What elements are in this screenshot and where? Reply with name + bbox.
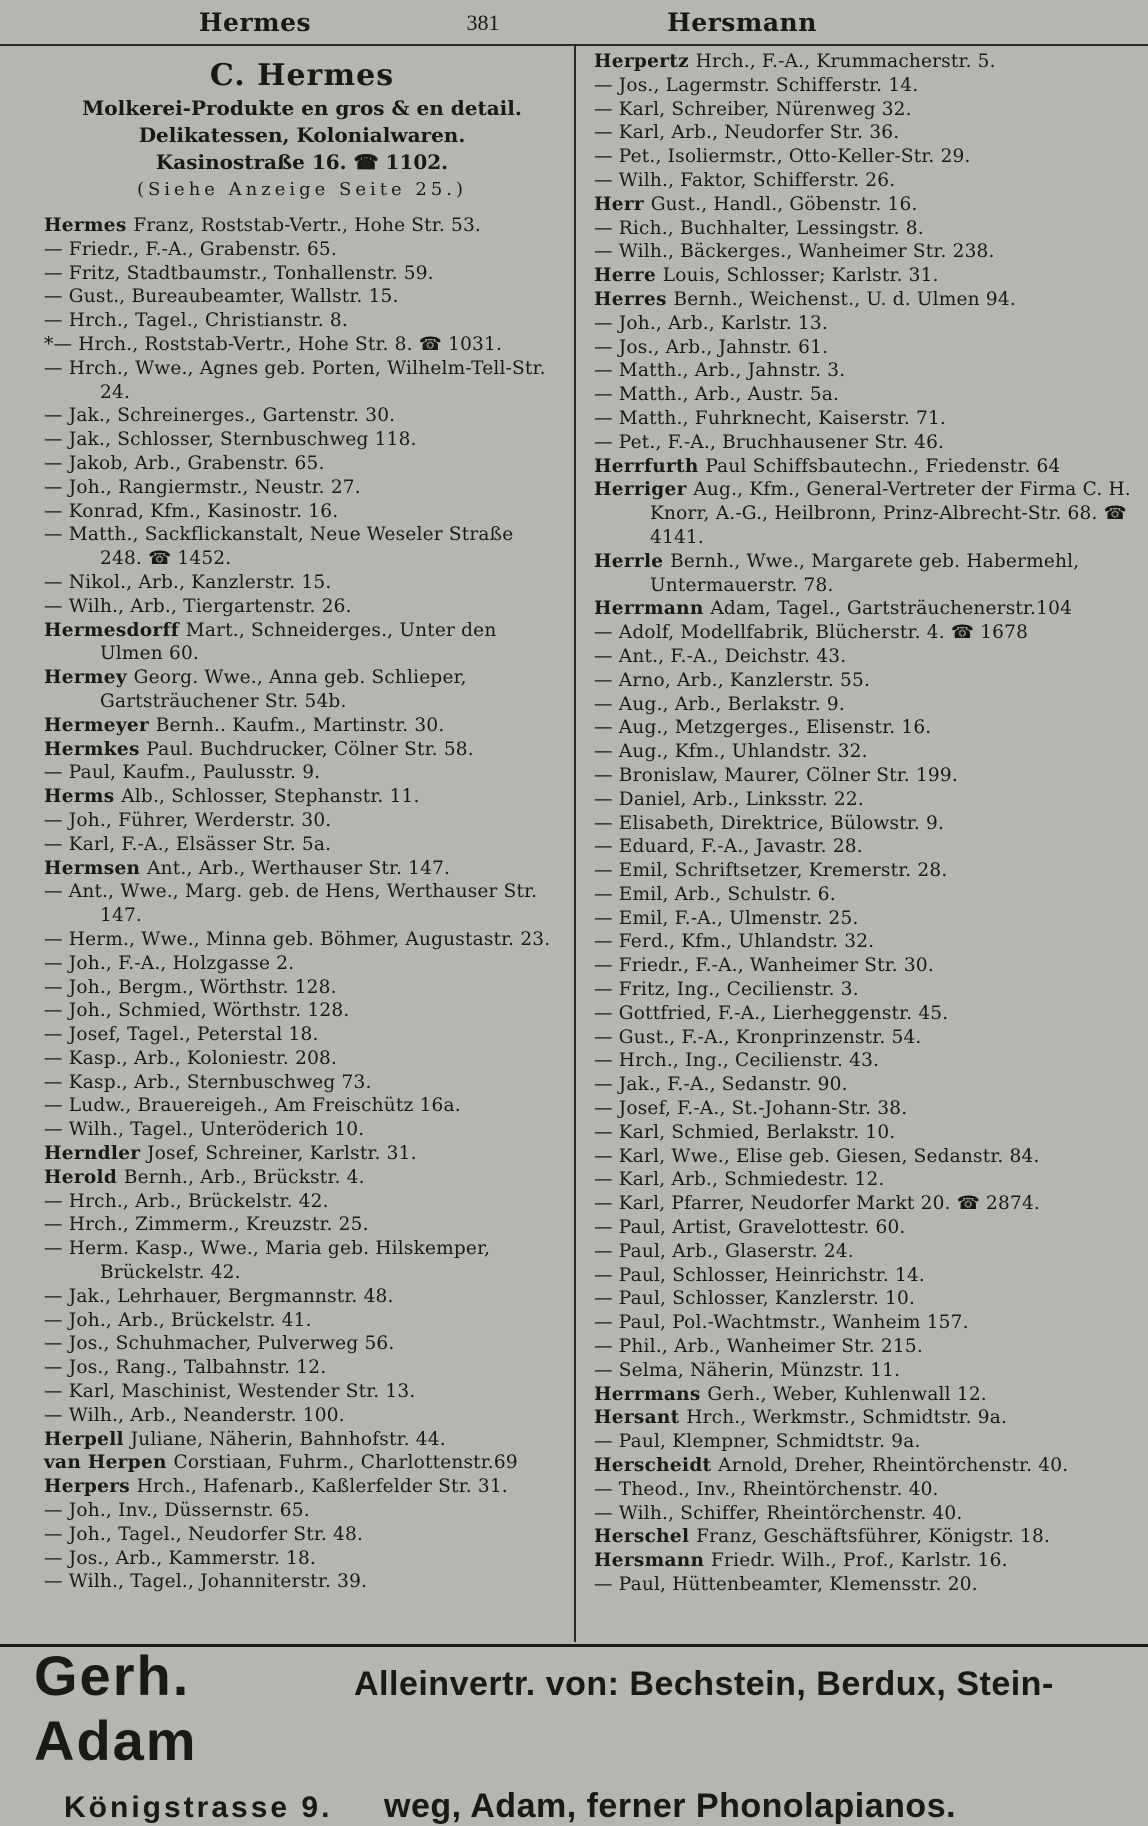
directory-entry: — Fritz, Stadtbaumstr., Tonhallenstr. 59. xyxy=(44,262,434,284)
directory-entry: Herrfurth Paul Schiffsbautechn., Friedenstr. 64 xyxy=(594,455,1061,477)
directory-entry: — Paul, Schlosser, Kanzlerstr. 10. xyxy=(594,1288,916,1310)
page-header xyxy=(0,0,1148,46)
directory-entry: — Wilh., Faktor, Schifferstr. 26. xyxy=(594,169,896,191)
directory-entry: — Aug., Arb., Berlakstr. 9. xyxy=(594,693,845,715)
directory-entry: Herms Alb., Schlosser, Stephanstr. 11. xyxy=(44,786,420,808)
directory-entry: — Wilh., Tagel., Johanniterstr. 39. xyxy=(44,1571,368,1593)
directory-entry: — Emil, Arb., Schulstr. 6. xyxy=(594,883,836,905)
directory-entry: — Joh., Bergm., Wörthstr. 128. xyxy=(44,976,337,998)
directory-entry: Herpell Juliane, Näherin, Bahnhofstr. 44. xyxy=(44,1428,446,1450)
directory-entry: — Jakob, Arb., Grabenstr. 65. xyxy=(44,452,325,474)
directory-entry: — Emil, F.-A., Ulmenstr. 25. xyxy=(594,907,859,929)
directory-entry: Hermey Georg. Wwe., Anna geb. Schlieper, Gartsträuchener Str. 54b. xyxy=(44,667,467,712)
directory-entry: — Selma, Näherin, Münzstr. 11. xyxy=(594,1359,901,1381)
directory-entry: — Joh., Tagel., Neudorfer Str. 48. xyxy=(44,1523,364,1545)
directory-entry: — Hrch., Arb., Brückelstr. 42. xyxy=(44,1190,329,1212)
directory-entry: — Paul, Kaufm., Paulusstr. 9. xyxy=(44,762,321,784)
directory-entry: — Aug., Kfm., Uhlandstr. 32. xyxy=(594,741,868,763)
directory-entry: Herr Gust., Handl., Göbenstr. 16. xyxy=(594,193,918,215)
directory-entry: — Arno, Arb., Kanzlerstr. 55. xyxy=(594,669,871,691)
directory-entry: — Friedr., F.-A., Wanheimer Str. 30. xyxy=(594,955,934,977)
directory-entry: Herriger Aug., Kfm., General-Vertreter der Firma C. H. Knorr, A.-G., Heilbronn, Prinz-Albrecht-Str. 68. ☎ 4141. xyxy=(594,479,1131,548)
ad-line: Molkerei-Produkte en gros & en detail. xyxy=(82,96,522,120)
directory-entry: — Paul, Hüttenbeamter, Klemensstr. 20. xyxy=(594,1574,978,1595)
column-left xyxy=(0,46,574,1642)
directory-entry: — Hrch., Tagel., Christianstr. 8. xyxy=(44,310,348,332)
directory-entry: Herndler Josef, Schreiner, Karlstr. 31. xyxy=(44,1143,417,1165)
directory-entry: — Friedr., F.-A., Grabenstr. 65. xyxy=(44,238,337,260)
directory-entry: Hersant Hrch., Werkmstr., Schmidtstr. 9a. xyxy=(594,1407,1008,1429)
directory-entry: Hermkes Paul. Buchdrucker, Cölner Str. 58. xyxy=(44,738,474,760)
directory-entry: Hermsen Ant., Arb., Werthauser Str. 147. xyxy=(44,857,451,879)
directory-entry: — Theod., Inv., Rheintörchenstr. 40. xyxy=(594,1478,939,1500)
directory-entry: Hermes Franz, Roststab-Vertr., Hohe Str. 53. xyxy=(44,215,482,236)
directory-entry: — Fritz, Ing., Cecilienstr. 3. xyxy=(594,979,859,1001)
directory-entry: Herrmans Gerh., Weber, Kuhlenwall 12. xyxy=(594,1383,987,1405)
directory-entry: — Matth., Sackflickanstalt, Neue Weseler Straße 248. ☎ 1452. xyxy=(44,524,514,570)
directory-entry: — Wilh., Arb., Tiergartenstr. 26. xyxy=(44,595,352,617)
directory-entry: — Matth., Arb., Austr. 5a. xyxy=(594,384,840,406)
directory-entry: — Jos., Schuhmacher, Pulverweg 56. xyxy=(44,1333,395,1355)
directory-entry: — Ant., Wwe., Marg. geb. de Hens, Werthauser Str. 147. xyxy=(44,881,538,927)
directory-entry: — Jos., Arb., Kammerstr. 18. xyxy=(44,1547,317,1569)
directory-entry: — Gust., Bureaubeamter, Wallstr. 15. xyxy=(44,286,399,308)
directory-entry: Herrle Bernh., Wwe., Margarete geb. Habermehl, Untermauerstr. 78. xyxy=(594,550,1080,596)
directory-entry: Herscheidt Arnold, Dreher, Rheintörchenstr. 40. xyxy=(594,1455,1069,1477)
directory-entry: — Kasp., Arb., Koloniestr. 208. xyxy=(44,1047,338,1069)
directory-entry: — Joh., Schmied, Wörthstr. 128. xyxy=(44,1000,350,1022)
directory-entry: — Pet., Isoliermstr., Otto-Keller-Str. 29. xyxy=(594,146,971,168)
ad-text-line-2: weg, Adam, ferner Phonolapianos. xyxy=(384,1787,957,1825)
directory-entry: — Rich., Buchhalter, Lessingstr. 8. xyxy=(594,217,924,239)
directory-entry: — Jos., Arb., Jahnstr. 61. xyxy=(594,336,829,358)
directory-entry: Herpers Hrch., Hafenarb., Kaßlerfelder Str. 31. xyxy=(44,1476,508,1498)
directory-entry: — Jos., Rang., Talbahnstr. 12. xyxy=(44,1357,327,1379)
directory-entry: — Ludw., Brauereigeh., Am Freischütz 16a. xyxy=(44,1095,461,1117)
directory-entry: — Paul, Klempner, Schmidtstr. 9a. xyxy=(594,1431,921,1453)
directory-entry: — Jak., Schlosser, Sternbuschweg 118. xyxy=(44,429,417,451)
directory-entry: — Eduard, F.-A., Javastr. 28. xyxy=(594,836,863,858)
directory-entry: — Kasp., Arb., Sternbuschweg 73. xyxy=(44,1071,372,1093)
directory-entry: — Pet., F.-A., Bruchhausener Str. 46. xyxy=(594,431,945,453)
two-column-body xyxy=(0,46,1148,1642)
directory-entry: — Matth., Fuhrknecht, Kaiserstr. 71. xyxy=(594,407,947,429)
directory-entry: *— Hrch., Roststab-Vertr., Hohe Str. 8. ☎ 1031. xyxy=(44,333,503,355)
directory-entry: — Konrad, Kfm., Kasinostr. 16. xyxy=(44,500,339,522)
page-number: 381 xyxy=(466,10,500,35)
directory-entry: — Joh., Rangiermstr., Neustr. 27. xyxy=(44,476,361,498)
directory-entry: Herpertz Hrch., F.-A., Krummacherstr. 5. xyxy=(594,51,996,72)
directory-entry: — Josef, F.-A., St.-Johann-Str. 38. xyxy=(594,1098,908,1120)
directory-entry: — Paul, Artist, Gravelottestr. 60. xyxy=(594,1217,906,1239)
directory-entry: — Hrch., Ing., Cecilienstr. 43. xyxy=(594,1050,880,1072)
directory-entry: — Aug., Metzgerges., Elisenstr. 16. xyxy=(594,717,932,739)
directory-entry: — Jos., Lagermstr. Schifferstr. 14. xyxy=(594,74,919,96)
directory-entry: — Elisabeth, Direktrice, Bülowstr. 9. xyxy=(594,812,945,834)
directory-entry: — Nikol., Arb., Kanzlerstr. 15. xyxy=(44,571,332,593)
directory-entry: — Karl, Maschinist, Westender Str. 13. xyxy=(44,1381,416,1403)
directory-entry: — Joh., F.-A., Holzgasse 2. xyxy=(44,952,295,974)
directory-entry: — Herm., Wwe., Minna geb. Böhmer, Augustastr. 23. xyxy=(44,928,551,950)
directory-entry: — Joh., Arb., Brückelstr. 41. xyxy=(44,1309,312,1331)
directory-entry: — Ferd., Kfm., Uhlandstr. 32. xyxy=(594,931,875,953)
directory-entry: — Wilh., Tagel., Unteröderich 10. xyxy=(44,1119,365,1141)
directory-entry: — Paul, Schlosser, Heinrichstr. 14. xyxy=(594,1264,926,1286)
directory-entry: — Jak., Lehrhauer, Bergmannstr. 48. xyxy=(44,1285,394,1307)
ad-company-name: Gerh. Adam xyxy=(34,1644,198,1772)
directory-entry: Herrmann Adam, Tagel., Gartsträuchenerstr.104 xyxy=(594,598,1073,620)
directory-entry: — Josef, Tagel., Peterstal 18. xyxy=(44,1024,319,1046)
ad-company-name: C. Hermes xyxy=(209,58,395,93)
directory-entry: — Jak., Schreinerges., Gartenstr. 30. xyxy=(44,405,396,427)
header-keyword-right: Hersmann xyxy=(667,8,817,37)
directory-entry: — Hrch., Wwe., Agnes geb. Porten, Wilhelm-Tell-Str. 24. xyxy=(44,357,546,403)
ad-company-address: Königstrasse 9. xyxy=(64,1791,333,1824)
directory-entry: — Joh., Inv., Düssernstr. 65. xyxy=(44,1500,310,1522)
directory-entry: Hersmann Friedr. Wilh., Prof., Karlstr. 16. xyxy=(594,1550,1008,1572)
ad-see-notice: (Siehe Anzeige Seite 25.) xyxy=(136,179,468,200)
directory-entry: Herschel Franz, Geschäftsführer, Königstr. 18. xyxy=(594,1526,1051,1548)
directory-entry: — Paul, Arb., Glaserstr. 24. xyxy=(594,1240,854,1262)
directory-entry: — Adolf, Modellfabrik, Blücherstr. 4. ☎ 1678 xyxy=(594,622,1029,644)
advertisement-hermes xyxy=(44,50,560,214)
directory-entry: Herre Louis, Schlosser; Karlstr. 31. xyxy=(594,265,939,287)
directory-entry: — Ant., F.-A., Deichstr. 43. xyxy=(594,645,847,667)
directory-entry: — Joh., Führer, Werderstr. 30. xyxy=(44,809,332,831)
directory-entry: — Karl, Schmied, Berlakstr. 10. xyxy=(594,1121,896,1143)
ad-text-line-1: Alleinvertr. von: Bechstein, Berdux, Stein- xyxy=(354,1665,1054,1703)
entry-list-right xyxy=(594,50,1138,1597)
directory-entry: Hermesdorff Mart., Schneiderges., Unter den Ulmen 60. xyxy=(44,619,497,665)
directory-entry: — Karl, Arb., Neudorfer Str. 36. xyxy=(594,122,900,144)
header-keyword-left: Hermes xyxy=(198,8,312,37)
ad-address-phone: Kasinostraße 16. ☎ 1102. xyxy=(155,150,449,174)
directory-entry: — Joh., Arb., Karlstr. 13. xyxy=(594,312,828,334)
directory-entry: — Daniel, Arb., Linksstr. 22. xyxy=(594,788,864,810)
directory-entry: — Karl, Schreiber, Nürenweg 32. xyxy=(594,98,912,120)
directory-entry: — Phil., Arb., Wanheimer Str. 215. xyxy=(594,1336,923,1358)
advertisement-gerh-adam xyxy=(0,1644,1148,1826)
column-right xyxy=(574,46,1148,1642)
directory-entry: Hermeyer Bernh.. Kaufm., Martinstr. 30. xyxy=(44,714,445,736)
directory-entry: — Wilh., Arb., Neanderstr. 100. xyxy=(44,1404,345,1426)
ad-line: Delikatessen, Kolonialwaren. xyxy=(138,123,466,147)
directory-entry: — Karl, Wwe., Elise geb. Giesen, Sedanstr. 84. xyxy=(594,1145,1040,1167)
directory-entry: — Wilh., Schiffer, Rheintörchenstr. 40. xyxy=(594,1502,963,1524)
directory-entry: — Karl, F.-A., Elsässer Str. 5a. xyxy=(44,833,332,855)
directory-entry: — Gust., F.-A., Kronprinzenstr. 54. xyxy=(594,1026,922,1048)
directory-entry: — Karl, Arb., Schmiedestr. 12. xyxy=(594,1169,885,1191)
directory-entry: — Emil, Schriftsetzer, Kremerstr. 28. xyxy=(594,860,948,882)
directory-entry: — Herm. Kasp., Wwe., Maria geb. Hilskemper, Brückelstr. 42. xyxy=(44,1238,491,1284)
directory-entry: — Bronislaw, Maurer, Cölner Str. 199. xyxy=(594,764,958,786)
directory-entry: — Jak., F.-A., Sedanstr. 90. xyxy=(594,1074,848,1096)
entry-list-left xyxy=(44,214,560,1594)
directory-entry: van Herpen Corstiaan, Fuhrm., Charlottenstr.69 xyxy=(44,1452,518,1474)
directory-entry: — Karl, Pfarrer, Neudorfer Markt 20. ☎ 2874. xyxy=(594,1193,1041,1215)
directory-entry: Herres Bernh., Weichenst., U. d. Ulmen 94. xyxy=(594,288,1016,310)
directory-entry: — Hrch., Zimmerm., Kreuzstr. 25. xyxy=(44,1214,369,1236)
directory-entry: Herold Bernh., Arb., Brückstr. 4. xyxy=(44,1166,365,1188)
directory-entry: — Paul, Pol.-Wachtmstr., Wanheim 157. xyxy=(594,1312,969,1334)
directory-entry: — Wilh., Bäckerges., Wanheimer Str. 238. xyxy=(594,241,995,263)
directory-entry: — Gottfried, F.-A., Lierheggenstr. 45. xyxy=(594,1002,949,1024)
directory-entry: — Matth., Arb., Jahnstr. 3. xyxy=(594,360,846,382)
